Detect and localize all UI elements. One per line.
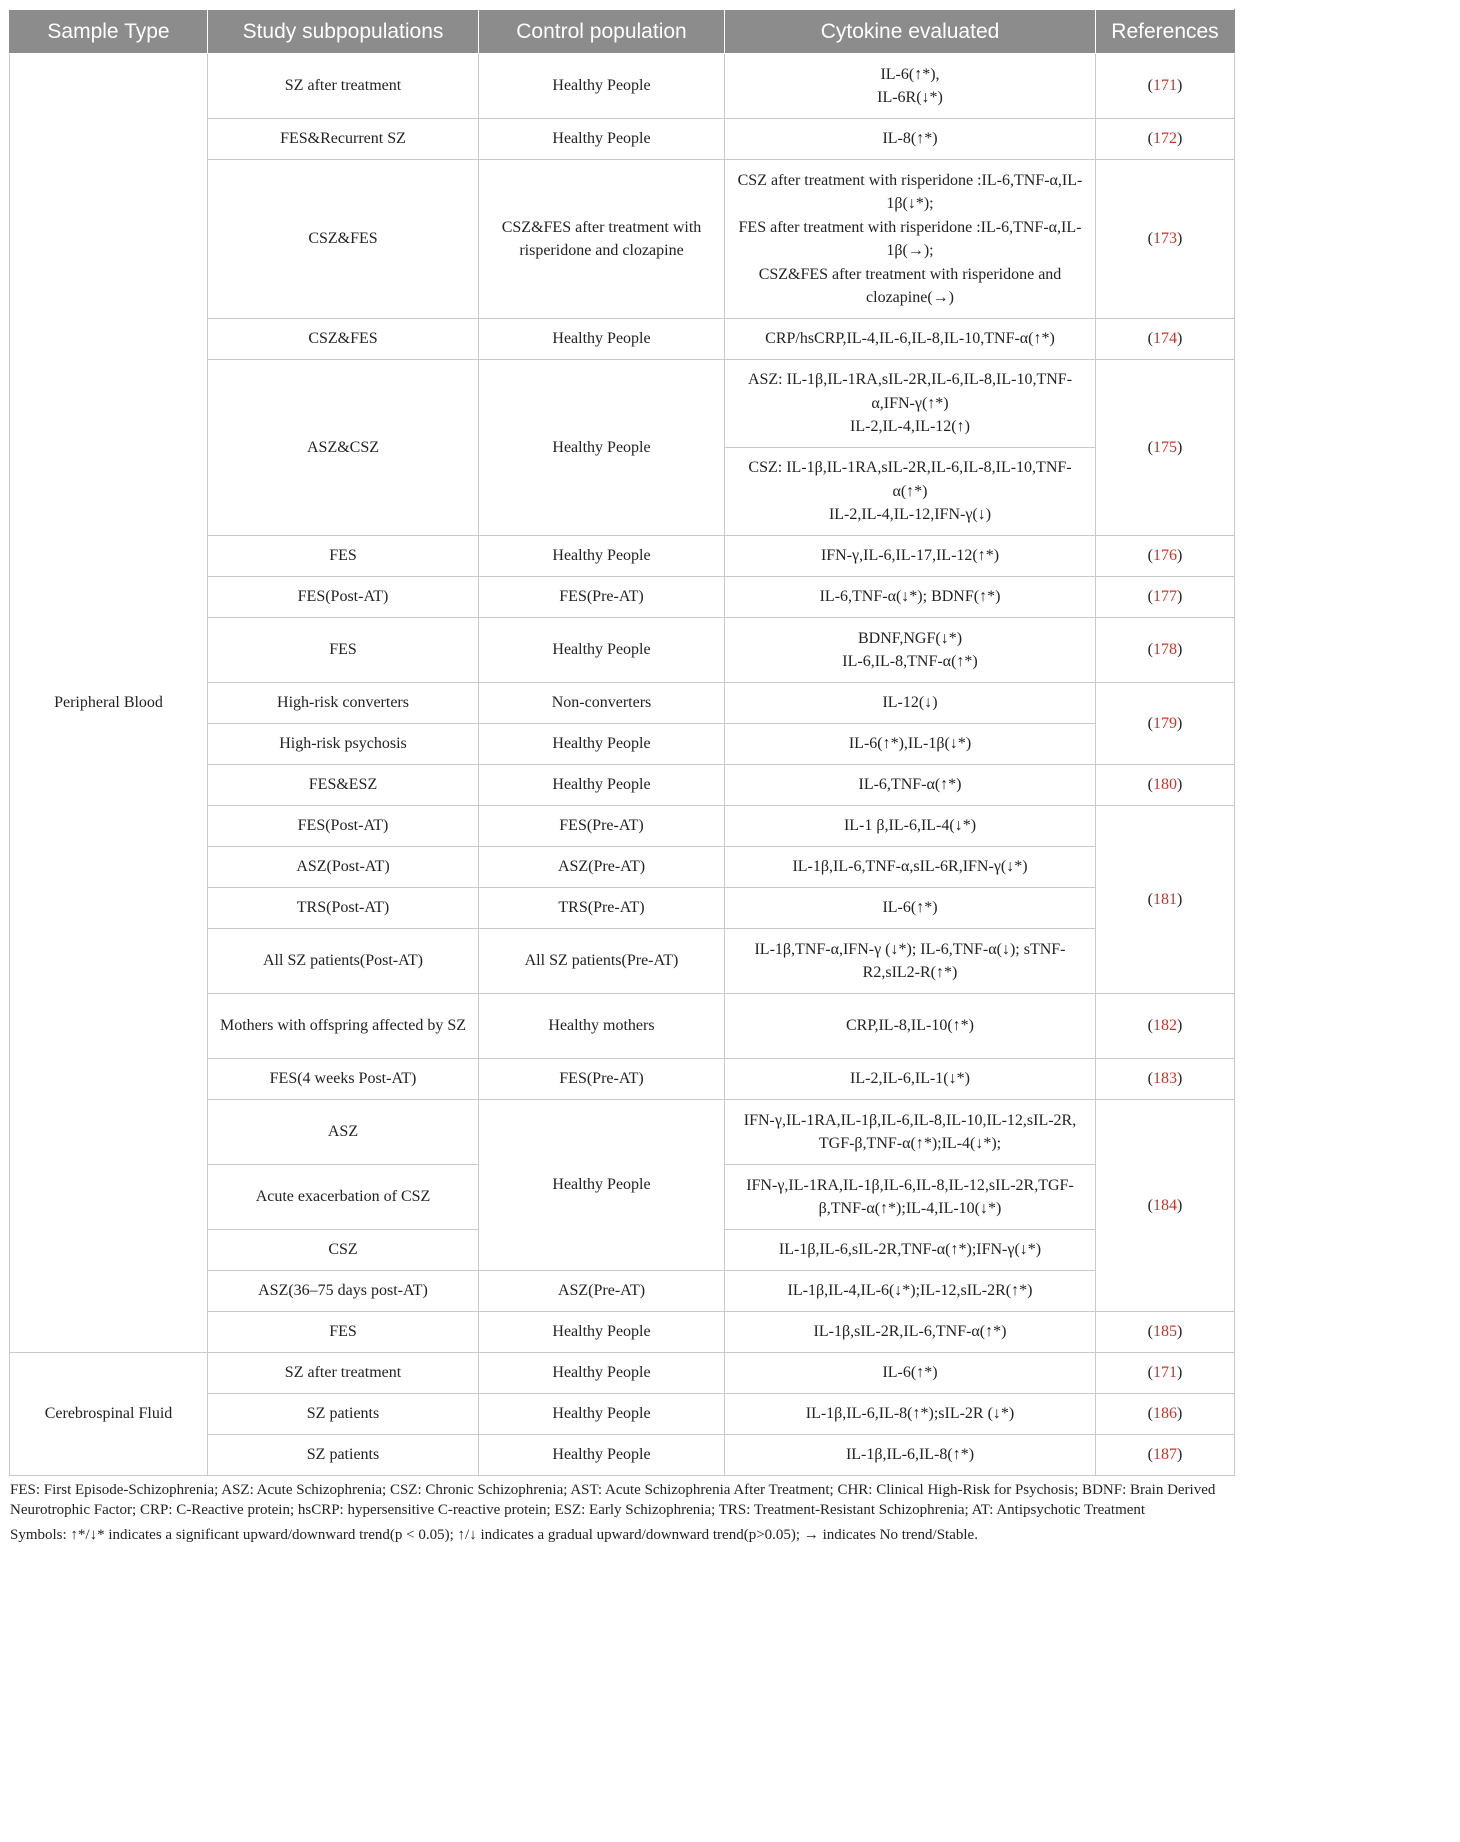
study-cell: ASZ(36–75 days post-AT) bbox=[208, 1271, 479, 1312]
control-cell: Healthy People bbox=[479, 1353, 725, 1394]
header-cytokine-evaluated: Cytokine evaluated bbox=[725, 10, 1096, 54]
cytokine-line: IL-6(↑*), bbox=[880, 65, 940, 83]
reference-cell: (174) bbox=[1096, 319, 1235, 360]
cytokine-line: BDNF,NGF(↓*) bbox=[857, 629, 963, 647]
control-cell: Healthy People bbox=[479, 536, 725, 577]
cytokine-cell: IL-12(↓) bbox=[725, 683, 1096, 724]
control-cell: ASZ(Pre-AT) bbox=[479, 847, 725, 888]
cytokine-cell: IL-1β,IL-6,IL-8(↑*) bbox=[725, 1435, 1096, 1476]
control-cell: Healthy mothers bbox=[479, 994, 725, 1059]
control-cell: All SZ patients(Pre-AT) bbox=[479, 929, 725, 994]
reference-link[interactable]: 184 bbox=[1153, 1196, 1177, 1214]
abbreviations-footnote: FES: First Episode-Schizophrenia; ASZ: Acute Schizophrenia; CSZ: Chronic Schizophrenia; AST: Acute Schizophrenia After Treatment; CHR: Clinical High-Risk for Psychosis; BDNF: Brain Derived Neurotrophic Factor; CRP: C-Reactive protein; hsCRP: hypersensitive C-reactive protein; ESZ: Early Schizophrenia; TRS: Treatment-Resistant Schizophrenia; AT: Antipsychotic Treatment bbox=[10, 1482, 1216, 1518]
study-cell: Mothers with offspring affected by SZ bbox=[208, 994, 479, 1059]
reference-link[interactable]: 183 bbox=[1153, 1070, 1177, 1088]
reference-link[interactable]: 181 bbox=[1153, 890, 1177, 908]
cytokine-cell bbox=[725, 1100, 1096, 1165]
cytokine-cell bbox=[725, 160, 1096, 319]
study-cell: CSZ bbox=[208, 1230, 479, 1271]
study-cell: TRS(Post-AT) bbox=[208, 888, 479, 929]
study-cell: SZ patients bbox=[208, 1394, 479, 1435]
reference-cell: (171) bbox=[1096, 54, 1235, 119]
control-cell: Healthy People bbox=[479, 1100, 725, 1271]
cytokine-cell: IL-6,TNF-α(↓*); BDNF(↑*) bbox=[725, 577, 1096, 618]
cytokine-cell: CRP/hsCRP,IL-4,IL-6,IL-8,IL-10,TNF-α(↑*) bbox=[725, 319, 1096, 360]
control-cell: Healthy People bbox=[479, 1435, 725, 1476]
study-cell: FES bbox=[208, 536, 479, 577]
symbols-footnote: Symbols: ↑*/↓* indicates a significant upward/downward trend(p < 0.05); ↑/↓ indicates a gradual upward/downward trend(p>0.05); → indicates No trend/Stable. bbox=[10, 1527, 978, 1543]
cytokine-table bbox=[9, 9, 1235, 1476]
control-cell: Healthy People bbox=[479, 618, 725, 683]
control-cell: Healthy People bbox=[479, 319, 725, 360]
reference-link[interactable]: 187 bbox=[1153, 1446, 1177, 1464]
study-cell: FES bbox=[208, 618, 479, 683]
reference-cell: (181) bbox=[1096, 806, 1235, 994]
study-cell: High-risk converters bbox=[208, 683, 479, 724]
cytokine-line: IL-2,IL-4,IL-12,IFN-γ(↓) bbox=[828, 506, 992, 524]
cytokine-line: ASZ: IL-1β,IL-1RA,sIL-2R,IL-6,IL-8,IL-10,TNF-α,IFN-γ(↑*) bbox=[747, 371, 1073, 412]
sample-type-cell: Peripheral Blood bbox=[10, 54, 208, 1353]
study-cell: FES&ESZ bbox=[208, 765, 479, 806]
reference-cell: (184) bbox=[1096, 1100, 1235, 1312]
study-cell: Acute exacerbation of CSZ bbox=[208, 1165, 479, 1230]
control-cell: Non-converters bbox=[479, 683, 725, 724]
reference-link[interactable]: 180 bbox=[1153, 776, 1177, 794]
header-sample-type: Sample Type bbox=[10, 10, 208, 54]
cytokine-cell bbox=[725, 54, 1096, 119]
reference-cell: (187) bbox=[1096, 1435, 1235, 1476]
reference-link[interactable]: 182 bbox=[1153, 1017, 1177, 1035]
reference-cell: (178) bbox=[1096, 618, 1235, 683]
cytokine-cell: IL-1β,TNF-α,IFN-γ (↓*); IL-6,TNF-α(↓); sTNF-R2,sIL2-R(↑*) bbox=[725, 929, 1096, 994]
control-cell: Healthy People bbox=[479, 1312, 725, 1353]
study-cell: SZ after treatment bbox=[208, 54, 479, 119]
reference-cell: (173) bbox=[1096, 160, 1235, 319]
control-cell: Healthy People bbox=[479, 54, 725, 119]
cytokine-cell: IL-6,TNF-α(↑*) bbox=[725, 765, 1096, 806]
control-cell: CSZ&FES after treatment with risperidone and clozapine bbox=[479, 160, 725, 319]
reference-link[interactable]: 185 bbox=[1153, 1323, 1177, 1341]
cytokine-line: FES after treatment with risperidone :IL-6,TNF-α,IL-1β(→); bbox=[738, 218, 1082, 259]
reference-cell: (175) bbox=[1096, 360, 1235, 536]
study-cell: FES&Recurrent SZ bbox=[208, 119, 479, 160]
cytokine-line: IL-6,IL-8,TNF-α(↑*) bbox=[842, 653, 978, 670]
header-study-subpopulations: Study subpopulations bbox=[208, 10, 479, 54]
cytokine-cell: IL-2,IL-6,IL-1(↓*) bbox=[725, 1059, 1096, 1100]
reference-cell: (179) bbox=[1096, 683, 1235, 765]
reference-link[interactable]: 172 bbox=[1153, 130, 1177, 148]
study-cell: ASZ&CSZ bbox=[208, 360, 479, 536]
cytokine-cell: IL-1β,IL-4,IL-6(↓*);IL-12,sIL-2R(↑*) bbox=[725, 1271, 1096, 1312]
control-cell: FES(Pre-AT) bbox=[479, 1059, 725, 1100]
cytokine-cell: IFN-γ,IL-6,IL-17,IL-12(↑*) bbox=[725, 536, 1096, 577]
cytokine-line: IL-2,IL-4,IL-12(↑) bbox=[850, 418, 970, 436]
reference-cell: (172) bbox=[1096, 119, 1235, 160]
study-cell: ASZ bbox=[208, 1100, 479, 1165]
cytokine-line: TGF-β,TNF-α(↑*);IL-4(↓*); bbox=[818, 1135, 1002, 1152]
control-cell: Healthy People bbox=[479, 724, 725, 765]
study-cell: High-risk psychosis bbox=[208, 724, 479, 765]
reference-link[interactable]: 173 bbox=[1153, 230, 1177, 248]
cytokine-cell bbox=[725, 360, 1096, 448]
cytokine-table-container bbox=[9, 9, 1234, 1476]
cytokine-cell bbox=[725, 448, 1096, 536]
cytokine-line: CSZ: IL-1β,IL-1RA,sIL-2R,IL-6,IL-8,IL-10,TNF-α(↑*) bbox=[748, 459, 1072, 500]
study-cell: FES(Post-AT) bbox=[208, 577, 479, 618]
cytokine-line: IFN-γ,IL-1RA,IL-1β,IL-6,IL-8,IL-10,IL-12,sIL-2R, bbox=[743, 1111, 1077, 1129]
header-references: References bbox=[1096, 10, 1235, 54]
study-cell: SZ after treatment bbox=[208, 1353, 479, 1394]
reference-link[interactable]: 176 bbox=[1153, 547, 1177, 565]
reference-cell: (180) bbox=[1096, 765, 1235, 806]
cytokine-line: CSZ after treatment with risperidone :IL-6,TNF-α,IL-1β(↓*); bbox=[737, 171, 1083, 212]
table-header-row bbox=[10, 10, 1235, 54]
table-row bbox=[10, 54, 1235, 119]
study-cell: SZ patients bbox=[208, 1435, 479, 1476]
reference-cell: (183) bbox=[1096, 1059, 1235, 1100]
cytokine-cell: IL-1β,IL-6,TNF-α,sIL-6R,IFN-γ(↓*) bbox=[725, 847, 1096, 888]
header-control-population: Control population bbox=[479, 10, 725, 54]
control-cell: Healthy People bbox=[479, 360, 725, 536]
study-cell: FES(Post-AT) bbox=[208, 806, 479, 847]
cytokine-cell bbox=[725, 618, 1096, 683]
control-cell: FES(Pre-AT) bbox=[479, 806, 725, 847]
cytokine-cell: IL-1β,IL-6,IL-8(↑*);sIL-2R (↓*) bbox=[725, 1394, 1096, 1435]
table-row bbox=[10, 1353, 1235, 1394]
reference-link[interactable]: 175 bbox=[1153, 438, 1177, 456]
reference-link[interactable]: 179 bbox=[1153, 714, 1177, 732]
cytokine-line: CSZ&FES after treatment with risperidone and clozapine(→) bbox=[758, 265, 1062, 306]
reference-link[interactable]: 171 bbox=[1153, 77, 1177, 95]
cytokine-cell: IL-1β,IL-6,sIL-2R,TNF-α(↑*);IFN-γ(↓*) bbox=[725, 1230, 1096, 1271]
cytokine-cell: CRP,IL-8,IL-10(↑*) bbox=[725, 994, 1096, 1059]
study-cell: CSZ&FES bbox=[208, 319, 479, 360]
study-cell: All SZ patients(Post-AT) bbox=[208, 929, 479, 994]
reference-link[interactable]: 186 bbox=[1153, 1405, 1177, 1423]
reference-cell: (186) bbox=[1096, 1394, 1235, 1435]
control-cell: TRS(Pre-AT) bbox=[479, 888, 725, 929]
cytokine-cell: IFN-γ,IL-1RA,IL-1β,IL-6,IL-8,IL-12,sIL-2R,TGF-β,TNF-α(↑*);IL-4,IL-10(↓*) bbox=[725, 1165, 1096, 1230]
cytokine-line: IL-6R(↓*) bbox=[877, 89, 943, 106]
cytokine-cell: IL-6(↑*) bbox=[725, 1353, 1096, 1394]
reference-cell: (185) bbox=[1096, 1312, 1235, 1353]
reference-cell: (171) bbox=[1096, 1353, 1235, 1394]
control-cell: ASZ(Pre-AT) bbox=[479, 1271, 725, 1312]
reference-cell: (177) bbox=[1096, 577, 1235, 618]
reference-link[interactable]: 174 bbox=[1153, 330, 1177, 348]
cytokine-cell: IL-6(↑*),IL-1β(↓*) bbox=[725, 724, 1096, 765]
table-footnotes bbox=[10, 1480, 1235, 1545]
control-cell: Healthy People bbox=[479, 119, 725, 160]
cytokine-cell: IL-8(↑*) bbox=[725, 119, 1096, 160]
control-cell: Healthy People bbox=[479, 1394, 725, 1435]
reference-link[interactable]: 178 bbox=[1153, 641, 1177, 659]
reference-cell: (176) bbox=[1096, 536, 1235, 577]
cytokine-cell: IL-6(↑*) bbox=[725, 888, 1096, 929]
cytokine-cell: IL-1β,sIL-2R,IL-6,TNF-α(↑*) bbox=[725, 1312, 1096, 1353]
study-cell: ASZ(Post-AT) bbox=[208, 847, 479, 888]
control-cell: Healthy People bbox=[479, 765, 725, 806]
reference-link[interactable]: 177 bbox=[1153, 588, 1177, 606]
study-cell: CSZ&FES bbox=[208, 160, 479, 319]
cytokine-cell: IL-1 β,IL-6,IL-4(↓*) bbox=[725, 806, 1096, 847]
study-cell: FES(4 weeks Post-AT) bbox=[208, 1059, 479, 1100]
reference-link[interactable]: 171 bbox=[1153, 1364, 1177, 1382]
sample-type-cell: Cerebrospinal Fluid bbox=[10, 1353, 208, 1476]
study-cell: FES bbox=[208, 1312, 479, 1353]
reference-cell: (182) bbox=[1096, 994, 1235, 1059]
control-cell: FES(Pre-AT) bbox=[479, 577, 725, 618]
